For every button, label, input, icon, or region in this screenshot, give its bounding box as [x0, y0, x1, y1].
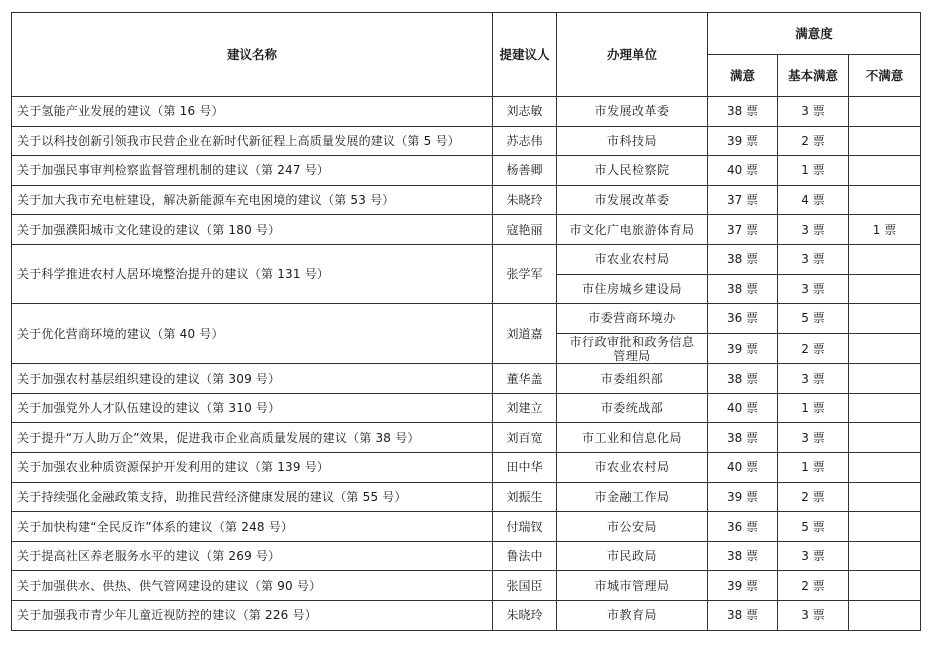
table-row — [12, 156, 921, 186]
proposal-name: 关于提升“万人助万企”效果，促进我市企业高质量发展的建议（第 38 号） — [12, 423, 493, 453]
handling-unit: 市金融工作局 — [557, 482, 708, 512]
handling-unit: 市工业和信息化局 — [557, 423, 708, 453]
header-name: 建议名称 — [12, 13, 493, 97]
basic-votes: 1 票 — [778, 393, 849, 423]
satisfied-votes: 38 票 — [708, 364, 778, 394]
table-row — [12, 601, 921, 631]
proposer: 刘建立 — [493, 393, 557, 423]
proposer: 刘百宽 — [493, 423, 557, 453]
proposer: 朱晓玲 — [493, 185, 557, 215]
proposal-name: 关于加强农业种质资源保护开发利用的建议（第 139 号） — [12, 453, 493, 483]
unsatisfied-votes: 1 票 — [849, 215, 921, 245]
unsatisfied-votes — [849, 541, 921, 571]
unsatisfied-votes — [849, 601, 921, 631]
proposal-name: 关于优化营商环境的建议（第 40 号） — [12, 304, 493, 364]
unsatisfied-votes — [849, 97, 921, 127]
unsatisfied-votes — [849, 185, 921, 215]
proposer: 田中华 — [493, 453, 557, 483]
table-row — [12, 512, 921, 542]
basic-votes: 3 票 — [778, 541, 849, 571]
handling-unit: 市农业农村局 — [557, 244, 708, 274]
table-row — [12, 97, 921, 127]
table-row — [12, 364, 921, 394]
header-row-1 — [12, 13, 921, 55]
header-basic: 基本满意 — [778, 55, 849, 97]
proposer: 张学军 — [493, 244, 557, 303]
basic-votes: 3 票 — [778, 274, 849, 304]
basic-votes: 2 票 — [778, 333, 849, 364]
unsatisfied-votes — [849, 571, 921, 601]
unsatisfied-votes — [849, 482, 921, 512]
proposal-name: 关于加强供水、供热、供气管网建设的建议（第 90 号） — [12, 571, 493, 601]
table-row — [12, 482, 921, 512]
proposal-name: 关于加强我市青少年儿童近视防控的建议（第 226 号） — [12, 601, 493, 631]
satisfied-votes: 38 票 — [708, 423, 778, 453]
header-unsatisfied: 不满意 — [849, 55, 921, 97]
proposer: 苏志伟 — [493, 126, 557, 156]
satisfied-votes: 38 票 — [708, 541, 778, 571]
table-row — [12, 304, 921, 334]
handling-unit: 市科技局 — [557, 126, 708, 156]
proposal-name: 关于加快构建“全民反诈”体系的建议（第 248 号） — [12, 512, 493, 542]
unsatisfied-votes — [849, 364, 921, 394]
proposal-name: 关于加强濮阳城市文化建设的建议（第 180 号） — [12, 215, 493, 245]
unsatisfied-votes — [849, 274, 921, 304]
header-satisfied: 满意 — [708, 55, 778, 97]
satisfied-votes: 40 票 — [708, 156, 778, 186]
proposal-name: 关于科学推进农村人居环境整治提升的建议（第 131 号） — [12, 244, 493, 303]
unsatisfied-votes — [849, 156, 921, 186]
satisfied-votes: 39 票 — [708, 333, 778, 364]
basic-votes: 5 票 — [778, 304, 849, 334]
unsatisfied-votes — [849, 453, 921, 483]
proposer: 董华盖 — [493, 364, 557, 394]
satisfied-votes: 37 票 — [708, 215, 778, 245]
handling-unit: 市发展改革委 — [557, 185, 708, 215]
proposal-name: 关于加大我市充电桩建设，解决新能源车充电困境的建议（第 53 号） — [12, 185, 493, 215]
handling-unit: 市委营商环境办 — [557, 304, 708, 334]
handling-unit: 市发展改革委 — [557, 97, 708, 127]
header-unit: 办理单位 — [557, 13, 708, 97]
basic-votes: 3 票 — [778, 364, 849, 394]
proposer: 朱晓玲 — [493, 601, 557, 631]
header-satisfaction: 满意度 — [708, 13, 921, 55]
satisfied-votes: 38 票 — [708, 97, 778, 127]
basic-votes: 3 票 — [778, 215, 849, 245]
proposal-name: 关于加强党外人才队伍建设的建议（第 310 号） — [12, 393, 493, 423]
basic-votes: 2 票 — [778, 571, 849, 601]
handling-unit — [557, 333, 708, 364]
unsatisfied-votes — [849, 244, 921, 274]
proposer: 刘志敏 — [493, 97, 557, 127]
proposal-name: 关于提高社区养老服务水平的建议（第 269 号） — [12, 541, 493, 571]
handling-unit-line-1: 市行政审批和政务信息 — [569, 334, 695, 349]
satisfied-votes: 39 票 — [708, 571, 778, 601]
basic-votes: 2 票 — [778, 126, 849, 156]
proposal-name: 关于以科技创新引领我市民营企业在新时代新征程上高质量发展的建议（第 5 号） — [12, 126, 493, 156]
table-row — [12, 541, 921, 571]
handling-unit: 市委组织部 — [557, 364, 708, 394]
basic-votes: 4 票 — [778, 185, 849, 215]
proposal-name: 关于氢能产业发展的建议（第 16 号） — [12, 97, 493, 127]
basic-votes: 2 票 — [778, 482, 849, 512]
table-row — [12, 126, 921, 156]
handling-unit: 市民政局 — [557, 541, 708, 571]
header-proposer: 提建议人 — [493, 13, 557, 97]
basic-votes: 3 票 — [778, 97, 849, 127]
satisfied-votes: 40 票 — [708, 393, 778, 423]
unsatisfied-votes — [849, 126, 921, 156]
satisfied-votes: 38 票 — [708, 244, 778, 274]
handling-unit: 市农业农村局 — [557, 453, 708, 483]
handling-unit: 市公安局 — [557, 512, 708, 542]
basic-votes: 3 票 — [778, 601, 849, 631]
satisfied-votes: 37 票 — [708, 185, 778, 215]
proposal-name: 关于加强农村基层组织建设的建议（第 309 号） — [12, 364, 493, 394]
unsatisfied-votes — [849, 423, 921, 453]
proposer: 刘道嘉 — [493, 304, 557, 364]
table-row — [12, 423, 921, 453]
table-row — [12, 453, 921, 483]
proposer: 刘振生 — [493, 482, 557, 512]
table-row — [12, 571, 921, 601]
handling-unit: 市城市管理局 — [557, 571, 708, 601]
basic-votes: 5 票 — [778, 512, 849, 542]
table-row — [12, 244, 921, 274]
proposer: 鲁法中 — [493, 541, 557, 571]
unsatisfied-votes — [849, 304, 921, 334]
basic-votes: 3 票 — [778, 423, 849, 453]
proposer: 付瑞钗 — [493, 512, 557, 542]
table-row — [12, 185, 921, 215]
basic-votes: 3 票 — [778, 244, 849, 274]
proposer: 张国臣 — [493, 571, 557, 601]
handling-unit: 市人民检察院 — [557, 156, 708, 186]
unsatisfied-votes — [849, 333, 921, 364]
proposer: 杨善卿 — [493, 156, 557, 186]
satisfied-votes: 40 票 — [708, 453, 778, 483]
unsatisfied-votes — [849, 393, 921, 423]
handling-unit-line-2: 管理局 — [613, 348, 651, 363]
satisfied-votes: 39 票 — [708, 126, 778, 156]
satisfied-votes: 36 票 — [708, 512, 778, 542]
unsatisfied-votes — [849, 512, 921, 542]
handling-unit: 市住房城乡建设局 — [557, 274, 708, 304]
proposal-name: 关于加强民事审判检察监督管理机制的建议（第 247 号） — [12, 156, 493, 186]
satisfaction-table — [11, 12, 921, 631]
proposal-name: 关于持续强化金融政策支持，助推民营经济健康发展的建议（第 55 号） — [12, 482, 493, 512]
satisfied-votes: 39 票 — [708, 482, 778, 512]
satisfied-votes: 38 票 — [708, 601, 778, 631]
proposer: 寇艳丽 — [493, 215, 557, 245]
basic-votes: 1 票 — [778, 156, 849, 186]
table-row — [12, 393, 921, 423]
handling-unit: 市委统战部 — [557, 393, 708, 423]
basic-votes: 1 票 — [778, 453, 849, 483]
satisfied-votes: 38 票 — [708, 274, 778, 304]
table-row — [12, 215, 921, 245]
handling-unit: 市教育局 — [557, 601, 708, 631]
handling-unit: 市文化广电旅游体育局 — [557, 215, 708, 245]
satisfied-votes: 36 票 — [708, 304, 778, 334]
